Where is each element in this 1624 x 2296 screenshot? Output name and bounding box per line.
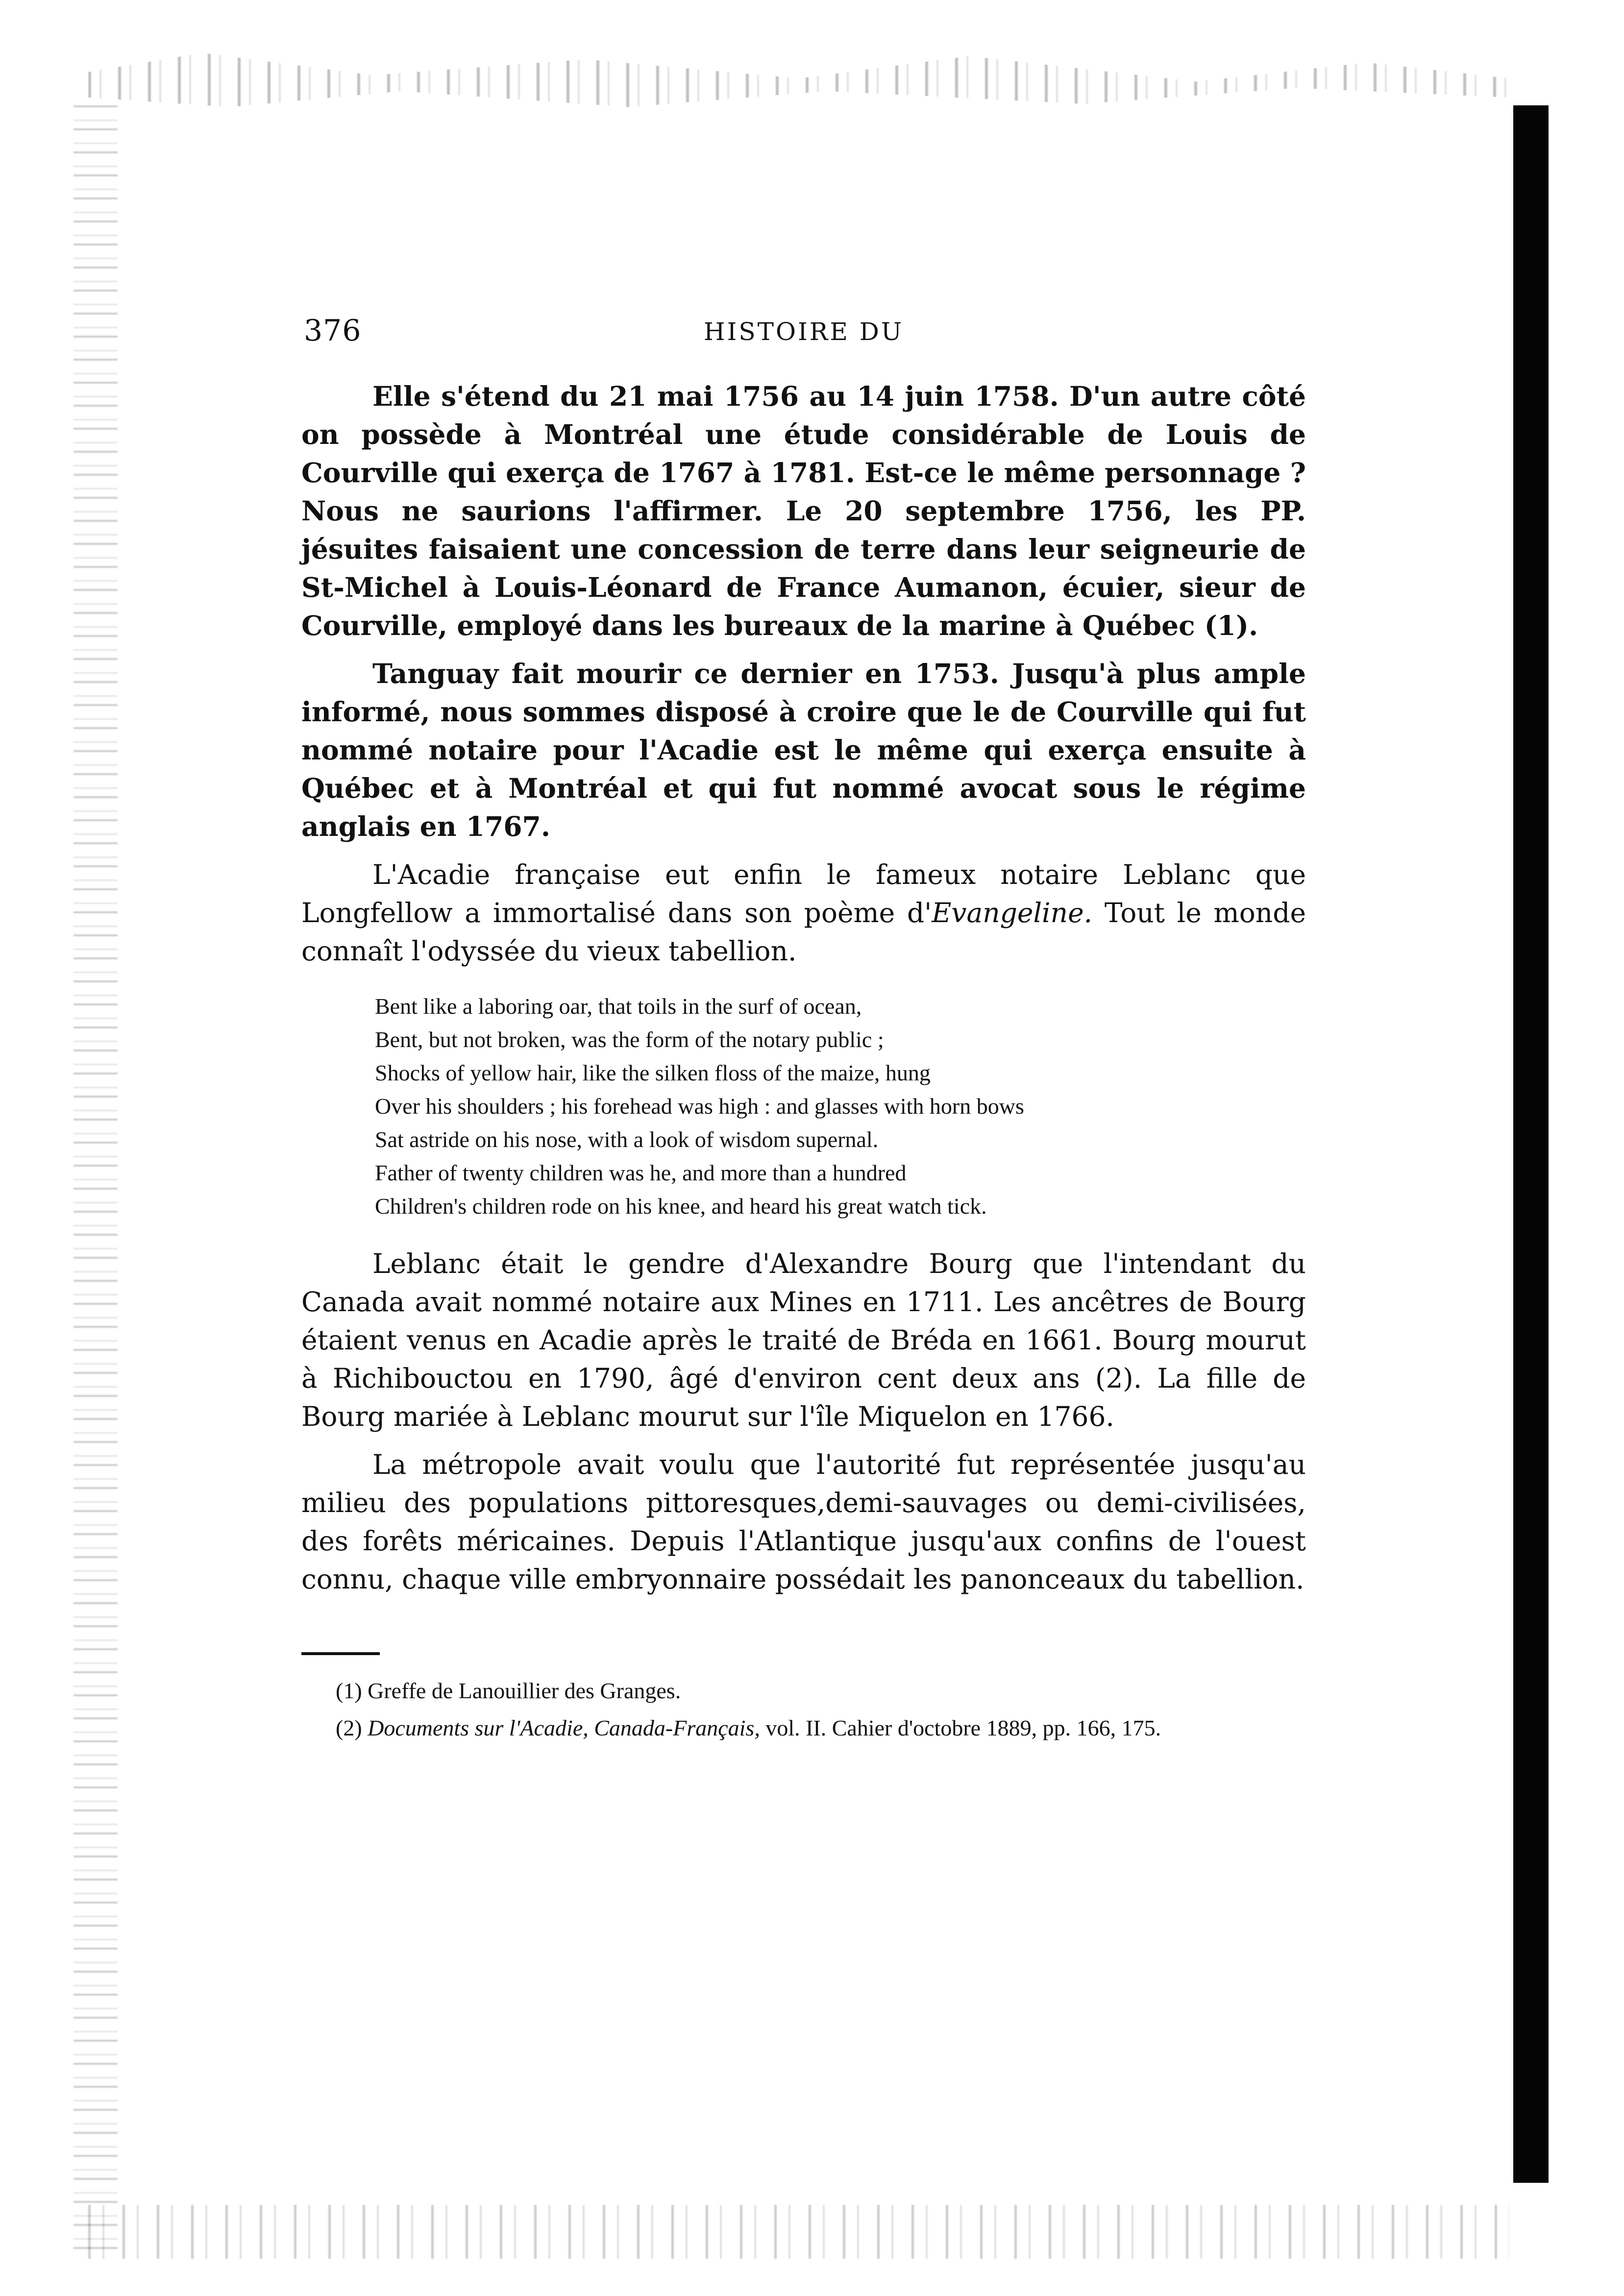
footnote-mark: (2)	[336, 1715, 362, 1740]
verse-line: Children's children rode on his knee, and heard his great watch tick.	[375, 1194, 987, 1219]
footnote	[301, 1712, 1306, 1744]
footnote-mark: (1)	[336, 1678, 362, 1703]
verse-line: Over his shoulders ; his forehead was high : and glasses with horn bows	[375, 1094, 1024, 1119]
footnote	[301, 1675, 1306, 1707]
paragraph-text: L'Acadie française eut enfin le fameux notaire Leblanc que Longfellow a immortalisé dans son poème d'	[301, 859, 1306, 928]
scan-edge-shadow	[1513, 105, 1549, 2183]
scan-noise-top	[88, 47, 1509, 110]
verse-line: Sat astride on his nose, with a look of wisdom supernal.	[375, 1127, 879, 1152]
running-title: HISTOIRE DU	[704, 318, 904, 346]
poem-title: Evangeline.	[932, 897, 1093, 928]
paragraph: La métropole avait voulu que l'autorité fut représentée jusqu'au milieu des populations pittoresques,demi-sauvages ou demi-civilisées, des forêts méricaines. Depuis l'Atlantique jusqu'aux confins de l'ouest connu, chaque ville embryonnaire possédait les panonceaux du tabellion.	[301, 1449, 1306, 1595]
scan-noise-bottom	[88, 2205, 1509, 2259]
paragraph-text: Tout le monde connaît l'odyssée du vieux tabellion.	[301, 897, 1306, 967]
footnote-rule	[301, 1652, 380, 1655]
paragraph: Elle s'étend du 21 mai 1756 au 14 juin 1758. D'un autre côté on possède à Montréal une étude considérable de Louis de Courville qui exerça de 1767 à 1781. Est-ce le même personnage ? Nous ne saurions l'affirmer. Le 20 septembre 1756, les PP. jésuites faisaient une concession de terre dans leur seigneurie de St-Michel à Louis-Léonard de France Aumanon, écuier, sieur de Courville, employé dans les bureaux de la marine à Québec (1).	[301, 380, 1306, 641]
verse-line: Bent like a laboring oar, that toils in the surf of ocean,	[375, 994, 862, 1019]
footnote-text: Greffe de Lanouillier des Granges.	[368, 1678, 681, 1703]
verse-quote	[375, 990, 1306, 1223]
scan-noise-left	[74, 103, 118, 2249]
body-text	[301, 377, 1306, 1744]
verse-line: Shocks of yellow hair, like the silken floss of the maize, hung	[375, 1060, 931, 1085]
paragraph: Tanguay fait mourir ce dernier en 1753. Jusqu'à plus ample informé, nous sommes disposé à croire que le de Courville qui fut nommé notaire pour l'Acadie est le même qui exerça ensuite à Québec et à Montréal et qui fut nommé avocat sous le régime anglais en 1767.	[301, 658, 1306, 842]
verse-line: Father of twenty children was he, and more than a hundred	[375, 1160, 907, 1185]
paragraph-evangeline	[301, 855, 1306, 970]
footnote-text: vol. II. Cahier d'octobre 1889, pp. 166, 175.	[765, 1715, 1161, 1740]
page-header	[304, 314, 1304, 353]
footnote-source: Documents sur l'Acadie, Canada-Français,	[368, 1715, 760, 1740]
verse-line: Bent, but not broken, was the form of the notary public ;	[375, 1027, 884, 1052]
page-number: 376	[304, 314, 362, 348]
paragraph: Leblanc était le gendre d'Alexandre Bourg que l'intendant du Canada avait nommé notaire aux Mines en 1711. Les ancêtres de Bourg étaient venus en Acadie après le traité de Bréda en 1661. Bourg mourut à Richibouctou en 1790, âgé d'environ cent deux ans (2). La fille de Bourg mariée à Leblanc mourut sur l'île Miquelon en 1766.	[301, 1248, 1306, 1432]
